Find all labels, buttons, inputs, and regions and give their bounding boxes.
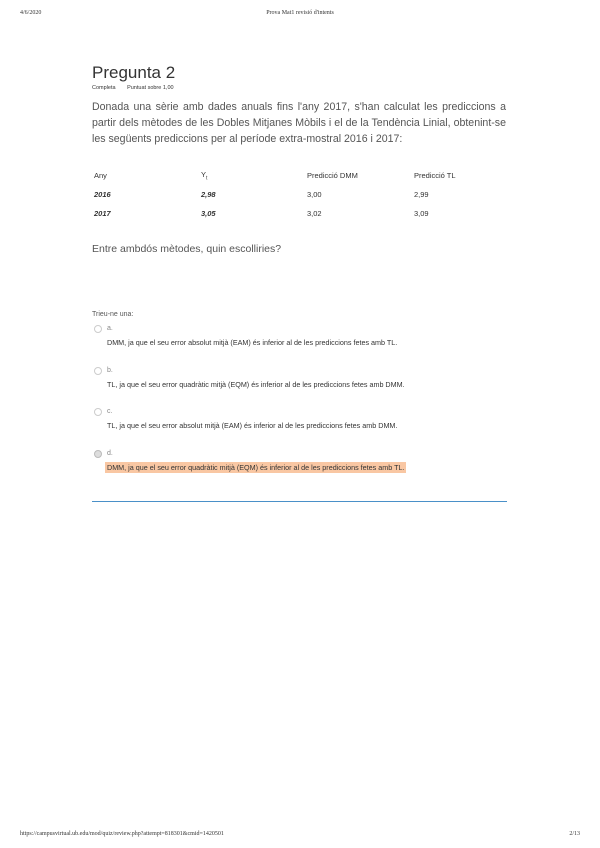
table-header-cell: Any (94, 171, 107, 180)
option-text: TL, ja que el seu error absolut mitjà (EAM) és inferior al de les prediccions fetes amb DMM. (107, 421, 398, 430)
divider (92, 501, 507, 502)
question-meta (92, 85, 174, 91)
table-cell: 2016 (94, 190, 111, 199)
option-text: TL, ja que el seu error quadràtic mitjà (EQM) és inferior al de les prediccions fetes amb DMM. (107, 380, 405, 389)
question-score: Puntuat sobre 1,00 (127, 85, 174, 91)
table-header-row (92, 166, 506, 185)
table-cell: 3,09 (414, 209, 429, 218)
table-cell: 2,98 (201, 190, 216, 199)
table-header-cell: Predicció DMM (307, 171, 358, 180)
table-cell: 2,99 (414, 190, 429, 199)
table-row (92, 185, 506, 204)
option-letter: a. (107, 325, 113, 332)
table-cell: 2017 (94, 209, 111, 218)
header-title: Prova Mat1 revisió d'intents (266, 10, 334, 16)
question-prompt: Entre ambdós mètodes, quin escolliries? (92, 243, 282, 255)
table-header-cell: Predicció TL (414, 171, 456, 180)
footer-page-number: 2/13 (569, 831, 580, 837)
table-header-y-subscript: t (206, 175, 208, 182)
choose-label: Trieu-ne una: (92, 311, 134, 318)
radio-button-b[interactable] (94, 367, 102, 375)
radio-button-d-selected[interactable] (94, 450, 102, 458)
table-cell: 3,02 (307, 209, 322, 218)
predictions-table (92, 166, 506, 223)
table-cell: 3,00 (307, 190, 322, 199)
option-text-selected: DMM, ja que el seu error quadràtic mitjà (EQM) és inferior al de les prediccions fetes amb TL. (107, 463, 405, 472)
question-title: Pregunta 2 (92, 63, 176, 82)
table-header-cell (199, 166, 305, 185)
table-row (92, 204, 506, 223)
footer-url: https://campusvirtual.ub.edu/mod/quiz/review.php?attempt=818301&cmid=1420501 (20, 831, 224, 837)
question-text: Donada una sèrie amb dades anuals fins l'any 2017, s'han calculat les prediccions a partir dels mètodes de les Dobles Mitjanes Mòbils i el de la Tendència Linial, obtenint-se les següents prediccions per al període extra-mostral 2016 i 2017: (92, 101, 506, 145)
table-header-y: Y (201, 169, 207, 179)
radio-button-c[interactable] (94, 408, 102, 416)
question-status: Completa (92, 85, 116, 91)
option-letter: b. (107, 367, 113, 374)
option-letter: c. (107, 408, 113, 415)
option-letter: d. (107, 450, 113, 457)
header-date: 4/6/2020 (20, 10, 42, 16)
option-text: DMM, ja que el seu error absolut mitjà (EAM) és inferior al de les prediccions fetes amb TL. (107, 338, 398, 347)
radio-button-a[interactable] (94, 325, 102, 333)
table-cell: 3,05 (201, 209, 216, 218)
